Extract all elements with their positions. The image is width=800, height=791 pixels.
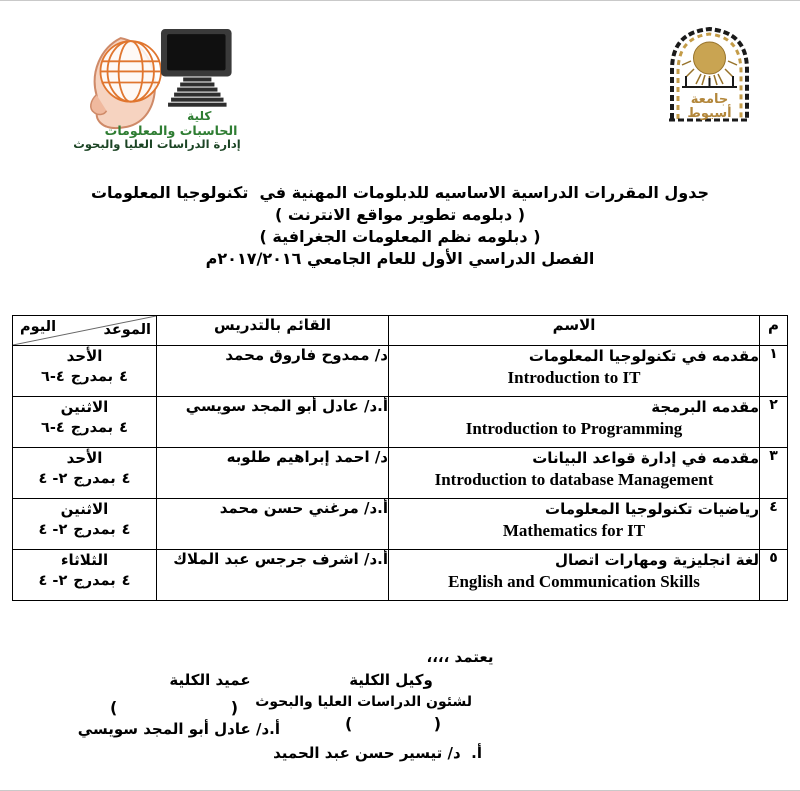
time-range: ٤-٦	[41, 420, 65, 436]
dean-role: عميد الكلية	[169, 671, 251, 689]
course-name-cell	[389, 346, 760, 397]
day-label: الأحد	[66, 449, 103, 467]
course-name-english: Introduction to IT	[507, 368, 641, 387]
schedule-cell	[13, 448, 157, 499]
table-row	[13, 448, 788, 499]
day-label: الثلاثاء	[60, 551, 109, 569]
time-label	[13, 366, 156, 388]
course-number: ١	[760, 346, 788, 397]
title-line-3: ( دبلومه نظم المعلومات الجغرافية )	[259, 227, 541, 246]
time-range: ٢- ٤	[38, 522, 68, 538]
course-name-arabic: رياضيات تكنولوجيا المعلومات	[545, 500, 759, 518]
instructor-name: أ.د/ اشرف جرجس عبد الملاك	[157, 550, 389, 601]
instructor-name: د/ احمد إبراهيم طلوبه	[157, 448, 389, 499]
course-name-cell	[389, 448, 760, 499]
schedule-cell	[13, 550, 157, 601]
university-emblem	[661, 22, 758, 124]
department-line: إدارة الدراسات العليا والبحوث	[73, 137, 241, 151]
page-top-edge	[0, 0, 800, 1]
paren-open: (	[345, 714, 353, 733]
header-time: الموعد	[103, 322, 151, 338]
time-range: ٤-٦	[41, 369, 65, 385]
course-name-arabic: لغة انجليزية ومهارات اتصال	[555, 551, 759, 569]
instructor-name: أ.د/ عادل أبو المجد سويسي	[157, 397, 389, 448]
schedule-cell	[13, 397, 157, 448]
course-name-arabic: مقدمه البرمجة	[651, 398, 759, 416]
emblem-text-line2: أسيوط	[687, 106, 732, 121]
table-row	[13, 550, 788, 601]
time-label	[13, 519, 156, 541]
course-name-cell	[389, 550, 760, 601]
course-name-cell	[389, 499, 760, 550]
time-range: ٢- ٤	[38, 471, 68, 487]
header-name: الاسم	[389, 316, 760, 346]
hall-number: ٤	[121, 573, 131, 589]
table-row	[13, 499, 788, 550]
course-name-english: Introduction to database Management	[434, 470, 714, 489]
header-instructor: القائم بالتدريس	[157, 316, 389, 346]
paren-close: )	[230, 698, 238, 717]
hall-number: ٤	[119, 369, 128, 385]
title-line-2: ( دبلومه تطوير مواقع الانترنت )	[274, 205, 526, 224]
signature-parens-left	[110, 698, 238, 717]
hall-word: بمدرج	[73, 522, 116, 538]
course-number: ٢	[760, 397, 788, 448]
vice-dean-role-line1: وكيل الكلية	[349, 671, 433, 689]
title-line-1: جدول المقررات الدراسية الاساسيه للدبلومات المهنية في تكنولوجيا المعلومات	[90, 183, 710, 202]
instructor-name: د/ ممدوح فاروق محمد	[157, 346, 389, 397]
course-name-cell	[389, 397, 760, 448]
table-header-row	[13, 316, 788, 346]
vice-dean-role-line2: لشئون الدراسات العليا والبحوث	[255, 694, 472, 710]
time-label	[13, 417, 156, 439]
dean-name: أ.د/ عادل أبو المجد سويسي	[77, 720, 280, 738]
table-row	[13, 397, 788, 448]
signature-parens-right	[345, 714, 441, 733]
paren-close: )	[433, 714, 441, 733]
hall-word: بمدرج	[70, 369, 114, 385]
instructor-name: أ.د/ مرغني حسن محمد	[157, 499, 389, 550]
emblem-text-line1: جامعة	[690, 92, 729, 107]
approval-word: يعتمد ،،،،	[426, 648, 494, 666]
hall-word: بمدرج	[70, 420, 114, 436]
hall-word: بمدرج	[73, 471, 116, 487]
header-day-time	[13, 316, 157, 346]
hall-number: ٤	[121, 471, 131, 487]
time-label	[13, 468, 156, 490]
time-range: ٢- ٤	[38, 573, 68, 589]
monitor-icon	[161, 29, 232, 107]
header-number: م	[760, 316, 788, 346]
course-name-arabic: مقدمه في إدارة قواعد البيانات	[532, 449, 759, 467]
faculty-logo-line2: الحاسبات والمعلومات	[104, 122, 238, 138]
title-line-4: الفصل الدراسي الأول للعام الجامعي ٢٠١٧/٢٠١٦م	[205, 249, 595, 268]
course-name-english: Mathematics for IT	[502, 521, 646, 540]
faculty-logo-line1: كلية	[187, 108, 212, 123]
faculty-logo	[86, 24, 240, 140]
table-row	[13, 346, 788, 397]
course-number: ٥	[760, 550, 788, 601]
globe-icon	[100, 41, 161, 102]
course-number: ٣	[760, 448, 788, 499]
hall-number: ٤	[121, 522, 131, 538]
course-number: ٤	[760, 499, 788, 550]
day-label: الأحد	[66, 347, 103, 365]
paren-open: (	[110, 698, 118, 717]
day-label: الاثنين	[60, 398, 109, 416]
time-label	[13, 570, 156, 592]
vice-dean-name: أ. د/ تيسير حسن عبد الحميد	[273, 744, 482, 762]
course-name-arabic: مقدمه في تكنولوجيا المعلومات	[528, 347, 759, 365]
course-name-english: Introduction to Programming	[465, 419, 683, 438]
course-name-english: English and Communication Skills	[448, 572, 700, 591]
course-schedule-table	[12, 315, 788, 601]
document-title	[0, 182, 800, 270]
day-label: الاثنين	[60, 500, 109, 518]
hall-number: ٤	[119, 420, 128, 436]
header-day: اليوم	[20, 319, 57, 335]
hall-word: بمدرج	[73, 573, 116, 589]
schedule-cell	[13, 346, 157, 397]
schedule-cell	[13, 499, 157, 550]
